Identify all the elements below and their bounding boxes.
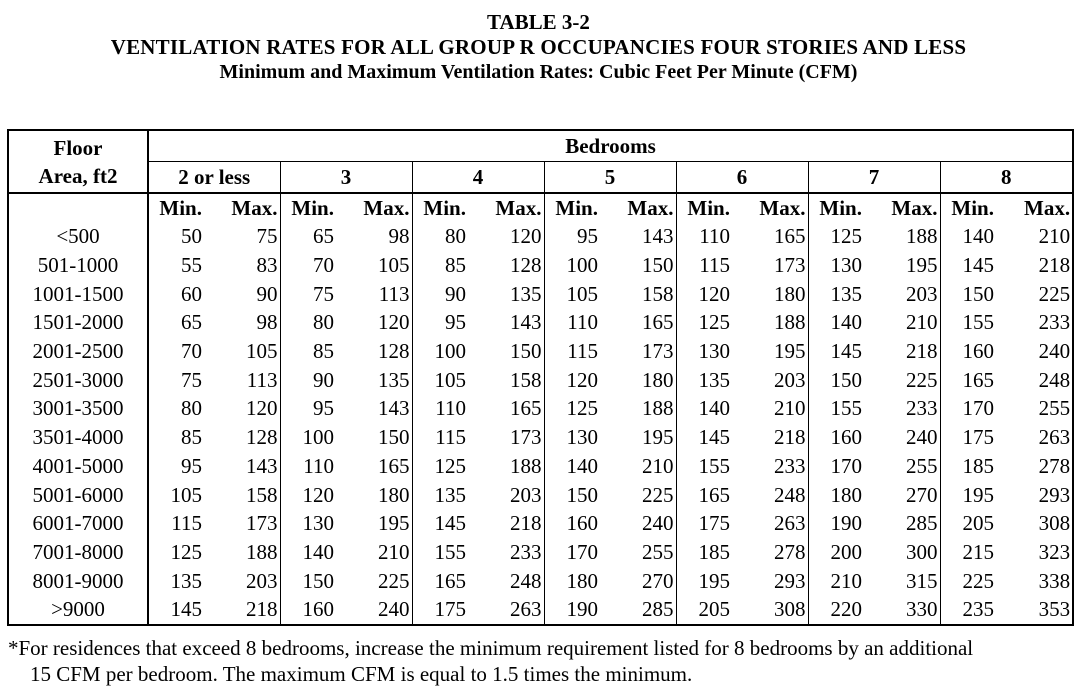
min-cfm-cell: 125 bbox=[170, 539, 202, 564]
max-cfm-cell: 165 bbox=[378, 453, 410, 478]
max-cfm-cell: 128 bbox=[510, 253, 542, 278]
min-cfm-cell: 135 bbox=[808, 279, 872, 308]
max-header: Max. bbox=[495, 196, 542, 220]
max-cfm-cell: 165 bbox=[774, 224, 806, 249]
max-cfm-cell: 203 bbox=[246, 568, 278, 593]
table-row bbox=[8, 308, 1073, 337]
max-cfm-cell: 150 bbox=[642, 253, 674, 278]
floor-area-cell: <500 bbox=[8, 222, 148, 251]
max-cfm-cell: 233 bbox=[774, 453, 806, 478]
max-cfm-cell: 98 bbox=[388, 224, 410, 249]
max-cfm-cell: 203 bbox=[906, 281, 938, 306]
max-cfm-cell: 240 bbox=[1038, 339, 1071, 364]
min-cfm-cell: 160 bbox=[808, 423, 872, 452]
min-cfm-cell: 235 bbox=[940, 595, 1004, 625]
max-cfm-cell: 225 bbox=[378, 568, 410, 593]
min-cfm-cell: 180 bbox=[808, 480, 872, 509]
max-cfm-cell: 195 bbox=[906, 253, 938, 278]
max-cfm-cell: 285 bbox=[642, 597, 674, 622]
min-cfm-cell: 165 bbox=[676, 480, 740, 509]
max-cfm-cell: 203 bbox=[774, 367, 806, 392]
table-row bbox=[8, 423, 1073, 452]
min-cfm-cell: 55 bbox=[181, 253, 202, 278]
max-cfm-cell: 248 bbox=[1038, 367, 1071, 392]
min-cfm-cell: 180 bbox=[544, 566, 608, 595]
bedroom-group-header: 2 or less bbox=[148, 162, 280, 194]
max-cfm-cell: 128 bbox=[246, 425, 278, 450]
min-cfm-cell: 145 bbox=[676, 423, 740, 452]
max-cfm-cell: 75 bbox=[256, 224, 278, 249]
max-cfm-cell: 195 bbox=[774, 339, 806, 364]
footnote bbox=[8, 635, 1073, 687]
table-subtitle: Minimum and Maximum Ventilation Rates: Cubic Feet Per Minute (CFM) bbox=[219, 61, 858, 83]
min-cfm-cell: 185 bbox=[676, 538, 740, 567]
min-cfm-cell: 185 bbox=[940, 452, 1004, 481]
max-cfm-cell: 308 bbox=[1038, 511, 1071, 536]
floor-area-cell: 4001-5000 bbox=[8, 452, 148, 481]
min-cfm-cell: 95 bbox=[544, 222, 608, 251]
max-cfm-cell: 218 bbox=[510, 511, 542, 536]
bedroom-group-header: 5 bbox=[544, 162, 676, 194]
max-cfm-cell: 143 bbox=[378, 396, 410, 421]
bedroom-group-header: 8 bbox=[940, 162, 1073, 194]
max-cfm-cell: 90 bbox=[256, 281, 278, 306]
min-cfm-cell: 120 bbox=[544, 365, 608, 394]
min-header: Min. bbox=[159, 196, 202, 220]
max-cfm-cell: 150 bbox=[510, 339, 542, 364]
min-cfm-cell: 135 bbox=[170, 568, 202, 593]
table-row bbox=[8, 538, 1073, 567]
min-cfm-cell: 100 bbox=[280, 423, 344, 452]
max-cfm-cell: 263 bbox=[774, 511, 806, 536]
min-cfm-cell: 130 bbox=[676, 337, 740, 366]
max-cfm-cell: 218 bbox=[246, 597, 278, 622]
max-cfm-cell: 308 bbox=[774, 597, 806, 622]
max-cfm-cell: 278 bbox=[774, 539, 806, 564]
footnote-line-2: 15 CFM per bedroom. The maximum CFM is equal to 1.5 times the minimum. bbox=[30, 662, 693, 686]
max-header: Max. bbox=[759, 196, 806, 220]
max-cfm-cell: 210 bbox=[378, 539, 410, 564]
min-cfm-cell: 125 bbox=[544, 394, 608, 423]
min-cfm-cell: 130 bbox=[280, 509, 344, 538]
min-header: Min. bbox=[808, 193, 872, 222]
max-cfm-cell: 338 bbox=[1038, 568, 1071, 593]
min-cfm-cell: 175 bbox=[412, 595, 476, 625]
floor-area-cell: 8001-9000 bbox=[8, 566, 148, 595]
min-cfm-cell: 150 bbox=[544, 480, 608, 509]
min-header: Min. bbox=[544, 193, 608, 222]
max-cfm-cell: 158 bbox=[642, 281, 674, 306]
min-cfm-cell: 145 bbox=[808, 337, 872, 366]
min-cfm-cell: 220 bbox=[808, 595, 872, 625]
max-cfm-cell: 113 bbox=[378, 281, 410, 306]
max-cfm-cell: 300 bbox=[906, 539, 938, 564]
max-cfm-cell: 188 bbox=[774, 310, 806, 335]
max-cfm-cell: 240 bbox=[906, 425, 938, 450]
min-cfm-cell: 130 bbox=[544, 423, 608, 452]
min-cfm-cell: 120 bbox=[280, 480, 344, 509]
bedroom-group-header: 3 bbox=[280, 162, 412, 194]
bedroom-group-header: 7 bbox=[808, 162, 940, 194]
min-cfm-cell: 170 bbox=[808, 452, 872, 481]
max-cfm-cell: 173 bbox=[246, 511, 278, 536]
min-cfm-cell: 155 bbox=[676, 452, 740, 481]
max-cfm-cell: 120 bbox=[510, 224, 542, 249]
min-cfm-cell: 115 bbox=[676, 251, 740, 280]
min-cfm-cell: 95 bbox=[280, 394, 344, 423]
max-cfm-cell: 263 bbox=[1038, 425, 1071, 450]
floor-area-cell: 5001-6000 bbox=[8, 480, 148, 509]
max-cfm-cell: 120 bbox=[378, 310, 410, 335]
max-cfm-cell: 105 bbox=[378, 253, 410, 278]
bedroom-group-header: 4 bbox=[412, 162, 544, 194]
max-cfm-cell: 83 bbox=[256, 253, 278, 278]
floor-header-line-2: Area, ft2 bbox=[38, 163, 118, 188]
min-cfm-cell: 95 bbox=[181, 453, 202, 478]
min-cfm-cell: 65 bbox=[280, 222, 344, 251]
max-cfm-cell: 188 bbox=[510, 453, 542, 478]
max-cfm-cell: 233 bbox=[906, 396, 938, 421]
min-cfm-cell: 165 bbox=[940, 365, 1004, 394]
min-cfm-cell: 115 bbox=[412, 423, 476, 452]
max-cfm-cell: 128 bbox=[378, 339, 410, 364]
min-cfm-cell: 115 bbox=[544, 337, 608, 366]
floor-area-cell: 3001-3500 bbox=[8, 394, 148, 423]
floor-area-cell: 501-1000 bbox=[8, 251, 148, 280]
min-cfm-cell: 75 bbox=[280, 279, 344, 308]
max-cfm-cell: 105 bbox=[246, 339, 278, 364]
max-cfm-cell: 150 bbox=[378, 425, 410, 450]
min-cfm-cell: 150 bbox=[940, 279, 1004, 308]
footnote-line-1: *For residences that exceed 8 bedrooms, increase the minimum requirement listed for 8 bedrooms by an additional bbox=[8, 636, 974, 660]
min-cfm-cell: 160 bbox=[280, 595, 344, 625]
max-cfm-cell: 218 bbox=[774, 425, 806, 450]
max-cfm-cell: 353 bbox=[1038, 597, 1071, 622]
floor-area-cell: 1501-2000 bbox=[8, 308, 148, 337]
max-cfm-cell: 143 bbox=[642, 224, 674, 249]
max-header: Max. bbox=[231, 196, 278, 220]
min-cfm-cell: 135 bbox=[676, 365, 740, 394]
min-cfm-cell: 110 bbox=[280, 452, 344, 481]
max-cfm-cell: 293 bbox=[774, 568, 806, 593]
max-cfm-cell: 330 bbox=[906, 597, 938, 622]
max-cfm-cell: 218 bbox=[1038, 253, 1071, 278]
min-cfm-cell: 145 bbox=[940, 251, 1004, 280]
min-cfm-cell: 165 bbox=[412, 566, 476, 595]
min-cfm-cell: 70 bbox=[280, 251, 344, 280]
table-title: VENTILATION RATES FOR ALL GROUP R OCCUPANCIES FOUR STORIES AND LESS bbox=[110, 35, 967, 59]
max-cfm-cell: 285 bbox=[906, 511, 938, 536]
min-cfm-cell: 105 bbox=[544, 279, 608, 308]
min-cfm-cell: 140 bbox=[940, 222, 1004, 251]
min-cfm-cell: 115 bbox=[171, 511, 202, 536]
min-cfm-cell: 145 bbox=[412, 509, 476, 538]
min-cfm-cell: 110 bbox=[544, 308, 608, 337]
max-cfm-cell: 188 bbox=[642, 396, 674, 421]
max-header: Max. bbox=[627, 196, 674, 220]
min-cfm-cell: 135 bbox=[412, 480, 476, 509]
max-cfm-cell: 248 bbox=[510, 568, 542, 593]
min-cfm-cell: 210 bbox=[808, 566, 872, 595]
min-cfm-cell: 125 bbox=[808, 222, 872, 251]
min-cfm-cell: 90 bbox=[412, 279, 476, 308]
max-cfm-cell: 323 bbox=[1038, 539, 1071, 564]
min-cfm-cell: 140 bbox=[676, 394, 740, 423]
min-cfm-cell: 150 bbox=[280, 566, 344, 595]
min-cfm-cell: 75 bbox=[181, 367, 202, 392]
ventilation-rates-table bbox=[7, 129, 1074, 626]
min-cfm-cell: 205 bbox=[676, 595, 740, 625]
max-cfm-cell: 188 bbox=[906, 224, 938, 249]
max-cfm-cell: 135 bbox=[378, 367, 410, 392]
min-cfm-cell: 80 bbox=[280, 308, 344, 337]
min-cfm-cell: 80 bbox=[412, 222, 476, 251]
max-cfm-cell: 158 bbox=[246, 482, 278, 507]
table-row bbox=[8, 394, 1073, 423]
max-cfm-cell: 203 bbox=[510, 482, 542, 507]
max-cfm-cell: 293 bbox=[1038, 482, 1071, 507]
min-cfm-cell: 85 bbox=[181, 425, 202, 450]
floor-area-header bbox=[8, 130, 148, 193]
max-cfm-cell: 210 bbox=[774, 396, 806, 421]
min-cfm-cell: 190 bbox=[808, 509, 872, 538]
min-cfm-cell: 105 bbox=[412, 365, 476, 394]
table-row bbox=[8, 251, 1073, 280]
min-cfm-cell: 170 bbox=[544, 538, 608, 567]
max-header: Max. bbox=[1024, 196, 1071, 220]
max-cfm-cell: 165 bbox=[510, 396, 542, 421]
floor-area-cell: 7001-8000 bbox=[8, 538, 148, 567]
min-cfm-cell: 60 bbox=[181, 281, 202, 306]
min-cfm-cell: 200 bbox=[808, 538, 872, 567]
bedroom-group-header: 6 bbox=[676, 162, 808, 194]
max-cfm-cell: 143 bbox=[246, 453, 278, 478]
min-header: Min. bbox=[940, 193, 1004, 222]
max-cfm-cell: 180 bbox=[774, 281, 806, 306]
floor-area-cell: 2501-3000 bbox=[8, 365, 148, 394]
min-cfm-cell: 120 bbox=[676, 279, 740, 308]
min-cfm-cell: 175 bbox=[940, 423, 1004, 452]
min-cfm-cell: 110 bbox=[412, 394, 476, 423]
max-cfm-cell: 173 bbox=[642, 339, 674, 364]
max-cfm-cell: 225 bbox=[642, 482, 674, 507]
max-cfm-cell: 225 bbox=[906, 367, 938, 392]
max-cfm-cell: 180 bbox=[378, 482, 410, 507]
floor-header-line-1: Floor bbox=[53, 135, 103, 160]
table-row bbox=[8, 337, 1073, 366]
min-cfm-cell: 160 bbox=[544, 509, 608, 538]
min-cfm-cell: 195 bbox=[676, 566, 740, 595]
max-cfm-cell: 225 bbox=[1038, 281, 1071, 306]
min-cfm-cell: 155 bbox=[808, 394, 872, 423]
min-cfm-cell: 130 bbox=[808, 251, 872, 280]
min-cfm-cell: 205 bbox=[940, 509, 1004, 538]
max-cfm-cell: 263 bbox=[510, 597, 542, 622]
table-row bbox=[8, 595, 1073, 625]
max-cfm-cell: 120 bbox=[246, 396, 278, 421]
bedrooms-header: Bedrooms bbox=[148, 130, 1073, 162]
min-cfm-cell: 145 bbox=[170, 597, 202, 622]
min-cfm-cell: 85 bbox=[280, 337, 344, 366]
floor-area-cell: 1001-1500 bbox=[8, 279, 148, 308]
max-cfm-cell: 270 bbox=[906, 482, 938, 507]
max-cfm-cell: 113 bbox=[246, 367, 278, 392]
max-header: Max. bbox=[363, 196, 410, 220]
max-cfm-cell: 255 bbox=[642, 539, 674, 564]
min-cfm-cell: 155 bbox=[940, 308, 1004, 337]
min-cfm-cell: 140 bbox=[280, 538, 344, 567]
min-cfm-cell: 100 bbox=[544, 251, 608, 280]
floor-area-cell: >9000 bbox=[8, 595, 148, 625]
min-cfm-cell: 140 bbox=[544, 452, 608, 481]
max-cfm-cell: 248 bbox=[774, 482, 806, 507]
max-cfm-cell: 135 bbox=[510, 281, 542, 306]
min-cfm-cell: 175 bbox=[676, 509, 740, 538]
min-cfm-cell: 95 bbox=[412, 308, 476, 337]
max-cfm-cell: 240 bbox=[378, 597, 410, 622]
min-cfm-cell: 50 bbox=[181, 224, 202, 249]
blank-cell bbox=[8, 193, 148, 222]
min-cfm-cell: 105 bbox=[170, 482, 202, 507]
min-cfm-cell: 155 bbox=[412, 538, 476, 567]
min-cfm-cell: 90 bbox=[280, 365, 344, 394]
min-cfm-cell: 85 bbox=[412, 251, 476, 280]
max-cfm-cell: 210 bbox=[642, 453, 674, 478]
min-header: Min. bbox=[280, 193, 344, 222]
max-cfm-cell: 278 bbox=[1038, 453, 1071, 478]
max-cfm-cell: 195 bbox=[642, 425, 674, 450]
min-cfm-cell: 170 bbox=[940, 394, 1004, 423]
table-number: TABLE 3-2 bbox=[487, 10, 590, 34]
max-cfm-cell: 180 bbox=[642, 367, 674, 392]
max-cfm-cell: 98 bbox=[256, 310, 278, 335]
max-cfm-cell: 210 bbox=[1038, 224, 1071, 249]
min-cfm-cell: 100 bbox=[412, 337, 476, 366]
table-row bbox=[8, 509, 1073, 538]
min-cfm-cell: 70 bbox=[181, 339, 202, 364]
max-cfm-cell: 233 bbox=[510, 539, 542, 564]
min-cfm-cell: 140 bbox=[808, 308, 872, 337]
table-row bbox=[8, 480, 1073, 509]
max-cfm-cell: 195 bbox=[378, 511, 410, 536]
min-header: Min. bbox=[412, 193, 476, 222]
max-cfm-cell: 143 bbox=[510, 310, 542, 335]
table-row bbox=[8, 452, 1073, 481]
max-cfm-cell: 315 bbox=[906, 568, 938, 593]
max-cfm-cell: 218 bbox=[906, 339, 938, 364]
table-row bbox=[8, 566, 1073, 595]
max-cfm-cell: 233 bbox=[1038, 310, 1071, 335]
max-cfm-cell: 255 bbox=[1038, 396, 1071, 421]
min-cfm-cell: 125 bbox=[676, 308, 740, 337]
min-cfm-cell: 125 bbox=[412, 452, 476, 481]
max-cfm-cell: 173 bbox=[510, 425, 542, 450]
min-cfm-cell: 215 bbox=[940, 538, 1004, 567]
floor-area-cell: 3501-4000 bbox=[8, 423, 148, 452]
max-cfm-cell: 255 bbox=[906, 453, 938, 478]
max-cfm-cell: 210 bbox=[906, 310, 938, 335]
max-header: Max. bbox=[891, 196, 938, 220]
table-title-block bbox=[0, 10, 1077, 85]
max-cfm-cell: 270 bbox=[642, 568, 674, 593]
max-cfm-cell: 158 bbox=[510, 367, 542, 392]
min-cfm-cell: 195 bbox=[940, 480, 1004, 509]
min-cfm-cell: 150 bbox=[808, 365, 872, 394]
max-cfm-cell: 173 bbox=[774, 253, 806, 278]
max-cfm-cell: 165 bbox=[642, 310, 674, 335]
min-cfm-cell: 190 bbox=[544, 595, 608, 625]
min-header: Min. bbox=[676, 193, 740, 222]
table-row bbox=[8, 279, 1073, 308]
min-cfm-cell: 80 bbox=[181, 396, 202, 421]
max-cfm-cell: 240 bbox=[642, 511, 674, 536]
min-cfm-cell: 110 bbox=[676, 222, 740, 251]
min-cfm-cell: 225 bbox=[940, 566, 1004, 595]
table-row bbox=[8, 365, 1073, 394]
floor-area-cell: 2001-2500 bbox=[8, 337, 148, 366]
table-row bbox=[8, 222, 1073, 251]
min-cfm-cell: 160 bbox=[940, 337, 1004, 366]
max-cfm-cell: 188 bbox=[246, 539, 278, 564]
min-cfm-cell: 65 bbox=[181, 310, 202, 335]
floor-area-cell: 6001-7000 bbox=[8, 509, 148, 538]
